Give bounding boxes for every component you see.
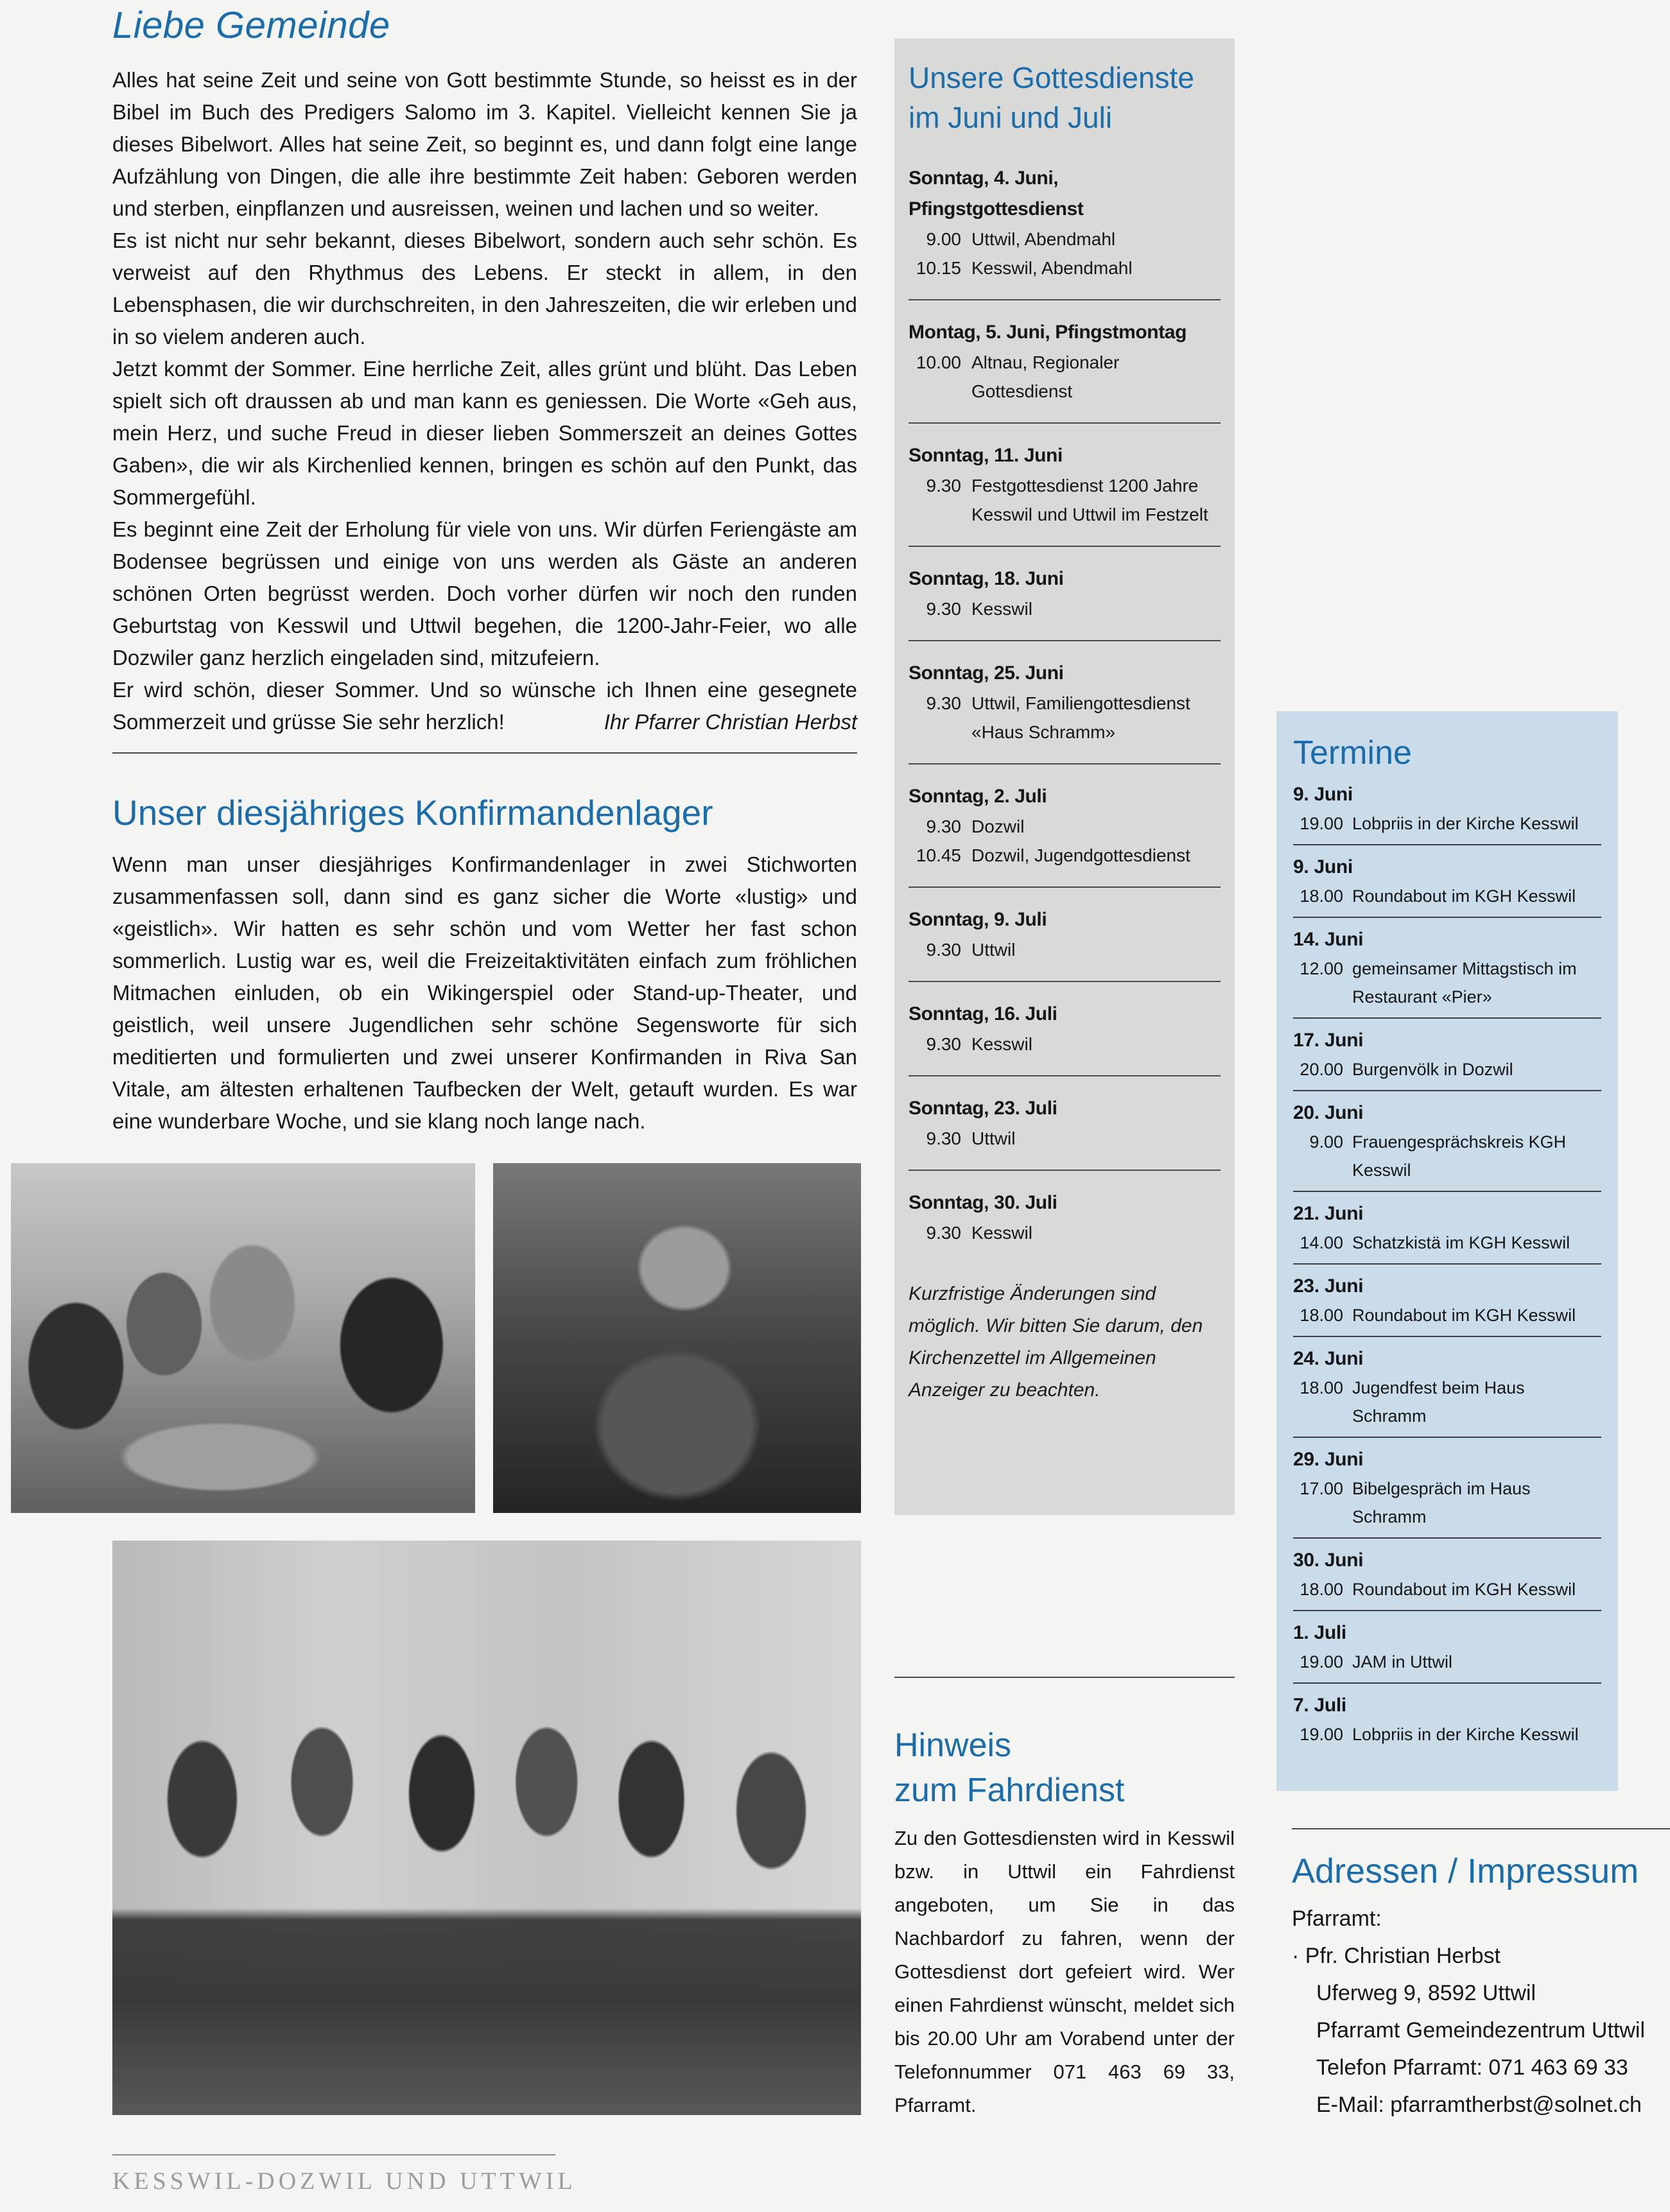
termin-time: 18.00 <box>1300 1580 1343 1599</box>
termin-separator <box>1293 1682 1601 1684</box>
termin-entry <box>1293 1098 1601 1184</box>
service-entry <box>909 999 1221 1058</box>
service-location: Altnau, Regionaler Gottesdienst <box>971 352 1120 401</box>
photo-konflager-group-table <box>11 1163 475 1513</box>
service-time: 9.30 <box>926 817 961 836</box>
termin-entry <box>1293 1690 1601 1749</box>
termin-time: 14.00 <box>1300 1233 1343 1252</box>
paragraph <box>112 64 857 225</box>
service-location: Uttwil <box>971 940 1016 960</box>
termin-time: 20.00 <box>1300 1060 1343 1079</box>
footer-region-label: KESSWIL-DOZWIL UND UTTWIL <box>112 2168 577 2195</box>
termin-row <box>1293 1374 1601 1430</box>
termin-separator <box>1293 1263 1601 1265</box>
impressum-divider <box>1292 1828 1670 1829</box>
service-time: 9.00 <box>926 229 961 249</box>
author-signature: Ihr Pfarrer Christian Herbst <box>604 710 857 734</box>
paragraph <box>112 674 857 738</box>
termin-row <box>1293 1474 1601 1531</box>
termin-time: 18.00 <box>1300 886 1343 906</box>
photo-konflager-bridge-group <box>112 1541 861 2115</box>
service-time: 9.30 <box>926 476 961 496</box>
service-row <box>909 225 1221 254</box>
impressum-line: · Pfr. Christian Herbst <box>1292 1944 1500 1968</box>
termin-description: Roundabout im KGH Kesswil <box>1352 886 1576 906</box>
termin-time: 12.00 <box>1300 959 1343 978</box>
article1-body <box>112 64 857 738</box>
service-row <box>909 935 1221 964</box>
impressum-line: Pfarramt Gemeindezentrum Uttwil <box>1316 2018 1646 2043</box>
termin-date: 7. Juli <box>1293 1695 1346 1716</box>
termin-row <box>1293 1055 1601 1084</box>
hinweis-divider <box>894 1677 1235 1678</box>
hinweis-section <box>894 1723 1235 2122</box>
footer-divider <box>112 2154 555 2156</box>
service-row <box>909 1030 1221 1058</box>
paragraph-text: Es beginnt eine Zeit der Erholung für viele von uns. Wir dürfen Feriengäste am Bodensee begrüssen und einige von uns werden als Gäste an anderen schönen Orten begrüsst werden. Doch vorher dürfen wir noch den runden Geburtstag von Kesswil und Uttwil begehen, die 1200-Jahr-Feier, wo alle Dozwiler ganz herzlich eingeladen sind, mitzufeiern. <box>112 517 857 670</box>
termin-row <box>1293 1128 1601 1184</box>
termin-entry <box>1293 779 1601 838</box>
termin-entry <box>1293 924 1601 1011</box>
service-time: 9.30 <box>926 1034 961 1054</box>
services-title-line1: Unsere Gottesdienste <box>909 61 1194 94</box>
termin-row <box>1293 1229 1601 1257</box>
termin-entry <box>1293 1271 1601 1329</box>
termin-date: 23. Juni <box>1293 1275 1364 1297</box>
photo-konflager-boy-glasses <box>493 1163 861 1513</box>
service-separator <box>909 422 1221 424</box>
termine-list <box>1293 779 1601 1749</box>
service-entry <box>909 781 1221 870</box>
termin-date: 1. Juli <box>1293 1622 1346 1643</box>
termin-row <box>1293 955 1601 1011</box>
service-entry <box>909 904 1221 964</box>
service-entry <box>909 163 1221 282</box>
service-time: 10.45 <box>916 845 961 865</box>
termin-entry <box>1293 1344 1601 1430</box>
service-date: Sonntag, 9. Juli <box>909 909 1047 930</box>
service-date: Sonntag, 23. Juli <box>909 1098 1057 1119</box>
termin-time: 19.00 <box>1300 1652 1343 1672</box>
termin-time: 19.00 <box>1300 814 1343 833</box>
service-separator <box>909 763 1221 765</box>
termin-separator <box>1293 1437 1601 1438</box>
service-date: Sonntag, 4. Juni, <box>909 168 1059 189</box>
impressum-line: Telefon Pfarramt: 071 463 69 33 <box>1316 2055 1628 2080</box>
service-separator <box>909 299 1221 300</box>
termin-description: Lobpriis in der Kirche Kesswil <box>1352 1725 1579 1744</box>
termin-separator <box>1293 1191 1601 1192</box>
service-entry <box>909 1093 1221 1153</box>
termin-description: Roundabout im KGH Kesswil <box>1352 1306 1576 1325</box>
service-date: Sonntag, 18. Juni <box>909 568 1064 589</box>
service-row <box>909 348 1221 406</box>
termin-entry <box>1293 1545 1601 1603</box>
termin-separator <box>1293 1610 1601 1611</box>
service-separator <box>909 640 1221 641</box>
service-date: Sonntag, 16. Juli <box>909 1003 1057 1024</box>
service-date: Sonntag, 30. Juli <box>909 1192 1057 1213</box>
service-time: 9.30 <box>926 693 961 713</box>
service-time: 9.30 <box>926 1128 961 1148</box>
termin-description: Roundabout im KGH Kesswil <box>1352 1580 1576 1599</box>
termin-time: 19.00 <box>1300 1725 1343 1744</box>
service-entry <box>909 1188 1221 1247</box>
service-entry <box>909 658 1221 747</box>
service-location: Kesswil, Abendmahl <box>971 258 1133 278</box>
service-time: 9.30 <box>926 1223 961 1243</box>
termin-description: Lobpriis in der Kirche Kesswil <box>1352 814 1579 833</box>
service-separator <box>909 546 1221 547</box>
service-location: Dozwil, Jugendgottesdienst <box>971 845 1190 865</box>
impressum-section <box>1292 1850 1670 2123</box>
termin-date: 21. Juni <box>1293 1203 1364 1224</box>
article1-title: Liebe Gemeinde <box>112 4 390 46</box>
impressum-line: E-Mail: pfarramtherbst@solnet.ch <box>1316 2093 1642 2117</box>
service-location: Kesswil <box>971 1034 1032 1054</box>
paragraph <box>112 849 857 1137</box>
service-date: Sonntag, 11. Juni <box>909 445 1063 466</box>
termin-separator <box>1293 1017 1601 1019</box>
paragraph-text: Er wird schön, dieser Sommer. Und so wünsche ich Ihnen eine gesegnete Sommerzeit und grüsse Sie sehr herzlich! <box>112 678 857 734</box>
service-row <box>909 841 1221 870</box>
service-date: Montag, 5. Juni, Pfingstmontag <box>909 322 1187 343</box>
hinweis-title-line1: Hinweis <box>894 1727 1012 1764</box>
termin-description: gemeinsamer Mittagstisch im Restaurant «Pier» <box>1352 959 1577 1007</box>
service-row <box>909 1124 1221 1153</box>
paragraph <box>112 514 857 674</box>
service-row <box>909 254 1221 282</box>
services-list <box>909 163 1221 1247</box>
termin-separator <box>1293 1537 1601 1539</box>
termin-date: 24. Juni <box>1293 1348 1364 1369</box>
termin-entry <box>1293 1444 1601 1531</box>
paragraph-text: Wenn man unser diesjähriges Konfirmandenlager in zwei Stichworten zusammenfassen soll, dann sind es ganz sicher die Worte «lustig» und «geistlich». Wir hatten es sehr schön und vom Wetter her fast schon sommerlich. Lustig war es, weil die Freizeitaktivitäten einfach zum fröhlichen Mitmachen einluden, ob ein Wikingerspiel oder Stand-up-Theater, und geistlich, weil unsere Jugendlichen sehr schöne Segensworte für sich meditierten und formulierten und zwei unserer Konfirmanden in Riva San Vitale, am ältesten erhaltenen Taufbecken der Welt, getauft wurden. Es war eine wunderbare Woche, und sie klang noch lange nach. <box>112 852 857 1133</box>
termin-description: JAM in Uttwil <box>1352 1652 1453 1672</box>
termin-date: 14. Juni <box>1293 929 1364 950</box>
hinweis-title-line2: zum Fahrdienst <box>894 1772 1125 1809</box>
service-time: 9.30 <box>926 599 961 619</box>
article2-body <box>112 849 857 1137</box>
termin-description: Frauengesprächskreis KGH Kesswil <box>1352 1132 1567 1180</box>
paragraph-text: Es ist nicht nur sehr bekannt, dieses Bibelwort, sondern auch sehr schön. Es verweist auf den Rhythmus des Lebens. Er steckt in allem, in den Lebensphasen, die wir durchschreiten, in den Jahreszeiten, die wir erleben und in so vielem anderen auch. <box>112 229 857 349</box>
service-row <box>909 594 1221 623</box>
termin-date: 30. Juni <box>1293 1550 1364 1571</box>
hinweis-body: Zu den Gottesdiensten wird in Kesswil bzw. in Uttwil ein Fahrdienst angeboten, um Sie in das Nachbardorf zu fahren, wenn der Gottesdienst dort gefeiert wird. Wer einen Fahrdienst wünscht, meldet sich bis 20.00 Uhr am Vorabend unter der Telefonnummer 071 463 69 33, Pfarramt. <box>894 1827 1235 2116</box>
termin-separator <box>1293 844 1601 845</box>
service-time: 10.15 <box>916 258 961 278</box>
termin-row <box>1293 1301 1601 1329</box>
termin-entry <box>1293 1025 1601 1084</box>
service-separator <box>909 1170 1221 1171</box>
service-location: Uttwil, Familiengottesdienst «Haus Schramm» <box>971 693 1190 742</box>
service-date: Sonntag, 2. Juli <box>909 786 1047 807</box>
termin-separator <box>1293 1336 1601 1337</box>
termin-date: 9. Juni <box>1293 856 1353 877</box>
service-row <box>909 689 1221 747</box>
termin-entry <box>1293 1198 1601 1257</box>
termin-time: 9.00 <box>1309 1132 1343 1152</box>
service-row <box>909 1218 1221 1247</box>
service-entry <box>909 317 1221 406</box>
impressum-line: Uferweg 9, 8592 Uttwil <box>1316 1981 1536 2005</box>
paragraph-text: Jetzt kommt der Sommer. Eine herrliche Zeit, alles grünt und blüht. Das Leben spielt sich oft draussen ab und man kann es geniessen. Die Worte «Geh aus, mein Herz, und suche Freud in dieser lieben Sommerszeit an deines Gottes Gaben», die wir als Kirchenlied kennen, bringen es schön auf den Punkt, das Sommergefühl. <box>112 357 857 509</box>
paragraph-text: Alles hat seine Zeit und seine von Gott bestimmte Stunde, so heisst es in der Bibel im Buch des Predigers Salomo im 3. Kapitel. Vielleicht kennen Sie ja dieses Bibelwort. Alles hat seine Zeit, so beginnt es, und dann folgt eine lange Aufzählung von Dingen, die alle ihre bestimmte Zeit haben: Geboren werden und sterben, einpflanzen und ausreissen, weinen und lachen und so weiter. <box>112 68 857 220</box>
section-divider <box>112 752 857 754</box>
termin-separator <box>1293 917 1601 918</box>
termin-description: Schatzkistä im KGH Kesswil <box>1352 1233 1570 1252</box>
termin-row <box>1293 1648 1601 1676</box>
termine-box <box>1276 711 1618 1791</box>
service-location: Festgottesdienst 1200 Jahre Kesswil und Uttwil im Festzelt <box>971 476 1208 524</box>
services-box <box>894 39 1235 1515</box>
termin-entry <box>1293 1618 1601 1676</box>
termin-description: Bibelgespräch im Haus Schramm <box>1352 1479 1531 1526</box>
service-location: Dozwil <box>971 817 1025 836</box>
termin-description: Burgenvölk in Dozwil <box>1352 1060 1513 1079</box>
service-row <box>909 471 1221 529</box>
service-date: Pfingstgottesdienst <box>909 198 1084 220</box>
paragraph <box>112 225 857 353</box>
service-time: 9.30 <box>926 940 961 960</box>
termin-time: 18.00 <box>1300 1306 1343 1325</box>
article2-title: Unser diesjähriges Konfirmandenlager <box>112 793 713 833</box>
termin-separator <box>1293 1090 1601 1091</box>
services-note: Kurzfristige Änderungen sind möglich. Wir bitten Sie darum, den Kirchenzettel im Allgemeinen Anzeiger zu beachten. <box>909 1283 1203 1401</box>
termin-description: Jugendfest beim Haus Schramm <box>1352 1378 1525 1426</box>
termin-row <box>1293 809 1601 838</box>
termin-row <box>1293 882 1601 910</box>
service-separator <box>909 886 1221 888</box>
impressum-title: Adressen / Impressum <box>1292 1852 1639 1890</box>
termine-title: Termine <box>1293 734 1412 772</box>
service-location: Kesswil <box>971 1223 1032 1243</box>
service-entry <box>909 564 1221 623</box>
service-location: Uttwil <box>971 1128 1016 1148</box>
impressum-line: Pfarramt: <box>1292 1906 1382 1931</box>
termin-time: 18.00 <box>1300 1378 1343 1397</box>
termin-date: 20. Juni <box>1293 1102 1364 1123</box>
service-row <box>909 812 1221 841</box>
service-time: 10.00 <box>916 352 961 372</box>
termin-row <box>1293 1720 1601 1749</box>
termin-row <box>1293 1575 1601 1603</box>
paragraph <box>112 353 857 514</box>
impressum-lines <box>1292 1900 1670 2123</box>
service-location: Kesswil <box>971 599 1032 619</box>
termin-date: 9. Juni <box>1293 784 1353 805</box>
service-location: Uttwil, Abendmahl <box>971 229 1116 249</box>
service-date: Sonntag, 25. Juni <box>909 662 1064 684</box>
termin-entry <box>1293 852 1601 910</box>
termin-date: 29. Juni <box>1293 1449 1364 1470</box>
service-separator <box>909 981 1221 982</box>
termin-date: 17. Juni <box>1293 1030 1364 1051</box>
service-separator <box>909 1075 1221 1076</box>
services-title-line2: im Juni und Juli <box>909 101 1113 134</box>
termin-time: 17.00 <box>1300 1479 1343 1498</box>
service-entry <box>909 440 1221 529</box>
